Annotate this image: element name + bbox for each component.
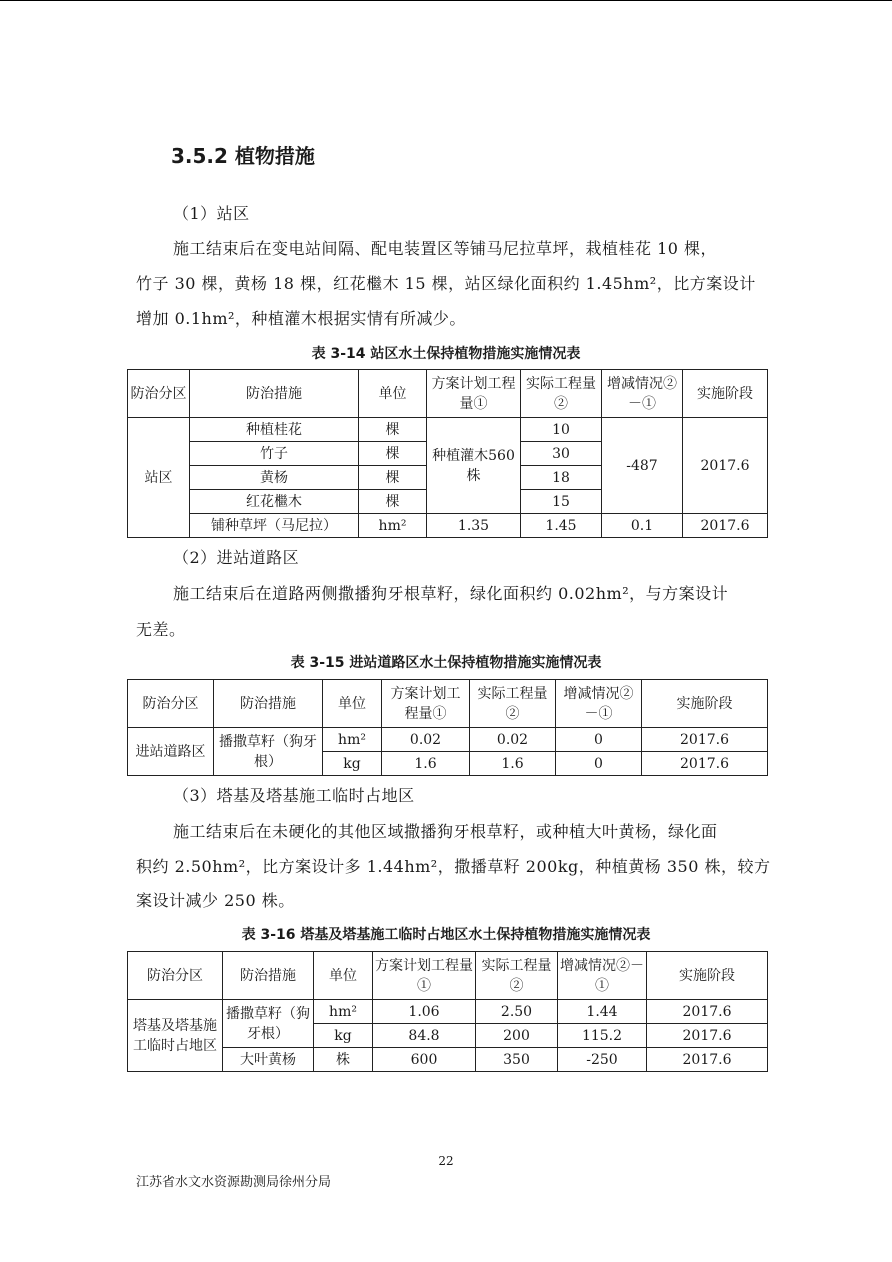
header-cell: 防治分区: [128, 680, 214, 728]
header-cell: 方案计划工程量①: [427, 370, 521, 418]
area-cell: 站区: [128, 418, 190, 538]
actual-cell: 2.50: [476, 1000, 558, 1024]
header-cell: 防治措施: [223, 952, 314, 1000]
page-number: 22: [438, 1154, 454, 1168]
header-cell: 增减情况②－①: [602, 370, 683, 418]
header-cell: 实施阶段: [683, 370, 768, 418]
change-cell: 0: [556, 752, 642, 776]
area-cell: 进站道路区: [128, 728, 214, 776]
section1-line3: 增加 0.1hm²，种植灌木根据实情有所减少。: [136, 309, 466, 328]
table1: [127, 369, 768, 538]
stage-cell: 2017.6: [683, 418, 768, 514]
header-cell: 实际工程量②: [476, 952, 558, 1000]
section1-line2: 竹子 30 棵，黄杨 18 棵，红花檵木 15 棵，站区绿化面积约 1.45hm²，比方案设计: [136, 274, 756, 293]
change-cell: 115.2: [558, 1024, 647, 1048]
header-cell: 方案计划工程量①: [373, 952, 476, 1000]
table-row: [128, 418, 768, 442]
table-row: [128, 514, 768, 538]
planned-cell: 600: [373, 1048, 476, 1072]
measure-cell: 黄杨: [190, 466, 359, 490]
change-cell: -250: [558, 1048, 647, 1072]
footer-org: 江苏省水文水资源勘测局徐州分局: [136, 1175, 332, 1190]
page-top-rule: [0, 0, 892, 1]
area-cell: 塔基及塔基施工临时占地区: [128, 1000, 223, 1072]
actual-cell: 1.6: [470, 752, 556, 776]
header-cell: 单位: [359, 370, 427, 418]
table3: [127, 951, 768, 1072]
unit-cell: 棵: [359, 442, 427, 466]
header-cell: 防治分区: [128, 370, 190, 418]
section3-line3: 案设计减少 250 株。: [136, 891, 295, 910]
unit-cell: hm²: [314, 1000, 373, 1024]
header-cell: 增减情况②－①: [558, 952, 647, 1000]
measure-cell: 大叶黄杨: [223, 1048, 314, 1072]
section1-title: （1）站区: [173, 204, 250, 223]
table3-caption: 表 3-16 塔基及塔基施工临时占地区水土保持植物措施实施情况表: [241, 927, 651, 943]
header-cell: 实际工程量②: [470, 680, 556, 728]
section-heading: 3.5.2 植物措施: [171, 144, 315, 168]
change-cell: 1.44: [558, 1000, 647, 1024]
actual-cell: 18: [521, 466, 602, 490]
section2-line2: 无差。: [136, 620, 186, 639]
section3-line1: 施工结束后在未硬化的其他区域撒播狗牙根草籽，或种植大叶黄杨，绿化面: [173, 822, 718, 841]
planned-cell: 1.35: [427, 514, 521, 538]
actual-cell: 10: [521, 418, 602, 442]
section3-line2: 积约 2.50hm²，比方案设计多 1.44hm²，撒播草籽 200kg，种植黄杨 350 株，较方: [136, 857, 771, 876]
unit-cell: 棵: [359, 418, 427, 442]
table-header-row: [128, 952, 768, 1000]
header-cell: 增减情况②－①: [556, 680, 642, 728]
planned-cell: 种植灌木560 株: [427, 418, 521, 514]
change-cell: 0.1: [602, 514, 683, 538]
header-cell: 实施阶段: [647, 952, 768, 1000]
table2-caption: 表 3-15 进站道路区水土保持植物措施实施情况表: [290, 655, 602, 671]
header-cell: 防治措施: [190, 370, 359, 418]
header-cell: 单位: [314, 952, 373, 1000]
table-header-row: [128, 680, 768, 728]
actual-cell: 30: [521, 442, 602, 466]
stage-cell: 2017.6: [647, 1000, 768, 1024]
planned-cell: 1.06: [373, 1000, 476, 1024]
header-cell: 实际工程量②: [521, 370, 602, 418]
table-row: [128, 1048, 768, 1072]
measure-cell: 种植桂花: [190, 418, 359, 442]
stage-cell: 2017.6: [642, 752, 768, 776]
unit-cell: 棵: [359, 466, 427, 490]
actual-cell: 15: [521, 490, 602, 514]
actual-cell: 0.02: [470, 728, 556, 752]
actual-cell: 200: [476, 1024, 558, 1048]
header-cell: 单位: [323, 680, 382, 728]
change-cell: -487: [602, 418, 683, 514]
unit-cell: hm²: [359, 514, 427, 538]
unit-cell: hm²: [323, 728, 382, 752]
table1-caption: 表 3-14 站区水土保持植物措施实施情况表: [311, 346, 581, 362]
measure-cell: 铺种草坪（马尼拉）: [190, 514, 359, 538]
section2-line1: 施工结束后在道路两侧撒播狗牙根草籽，绿化面积约 0.02hm²，与方案设计: [173, 584, 729, 603]
actual-cell: 1.45: [521, 514, 602, 538]
header-cell: 防治措施: [214, 680, 323, 728]
actual-cell: 350: [476, 1048, 558, 1072]
change-cell: 0: [556, 728, 642, 752]
unit-cell: kg: [314, 1024, 373, 1048]
section1-line1: 施工结束后在变电站间隔、配电装置区等铺马尼拉草坪，栽植桂花 10 棵，: [173, 239, 718, 258]
measure-cell: 竹子: [190, 442, 359, 466]
unit-cell: kg: [323, 752, 382, 776]
unit-cell: 棵: [359, 490, 427, 514]
planned-cell: 1.6: [382, 752, 470, 776]
section2-title: （2）进站道路区: [173, 548, 300, 567]
header-cell: 实施阶段: [642, 680, 768, 728]
table2: [127, 679, 768, 776]
stage-cell: 2017.6: [647, 1048, 768, 1072]
measure-cell: 红花檵木: [190, 490, 359, 514]
table-row: [128, 1000, 768, 1024]
table-row: [128, 728, 768, 752]
stage-cell: 2017.6: [647, 1024, 768, 1048]
section3-title: （3）塔基及塔基施工临时占地区: [173, 786, 415, 805]
stage-cell: 2017.6: [683, 514, 768, 538]
stage-cell: 2017.6: [642, 728, 768, 752]
header-cell: 防治分区: [128, 952, 223, 1000]
table-header-row: [128, 370, 768, 418]
unit-cell: 株: [314, 1048, 373, 1072]
planned-cell: 84.8: [373, 1024, 476, 1048]
measure-cell: 播撒草籽（狗牙根）: [223, 1000, 314, 1048]
measure-cell: 播撒草籽（狗牙根）: [214, 728, 323, 776]
planned-cell: 0.02: [382, 728, 470, 752]
header-cell: 方案计划工程量①: [382, 680, 470, 728]
